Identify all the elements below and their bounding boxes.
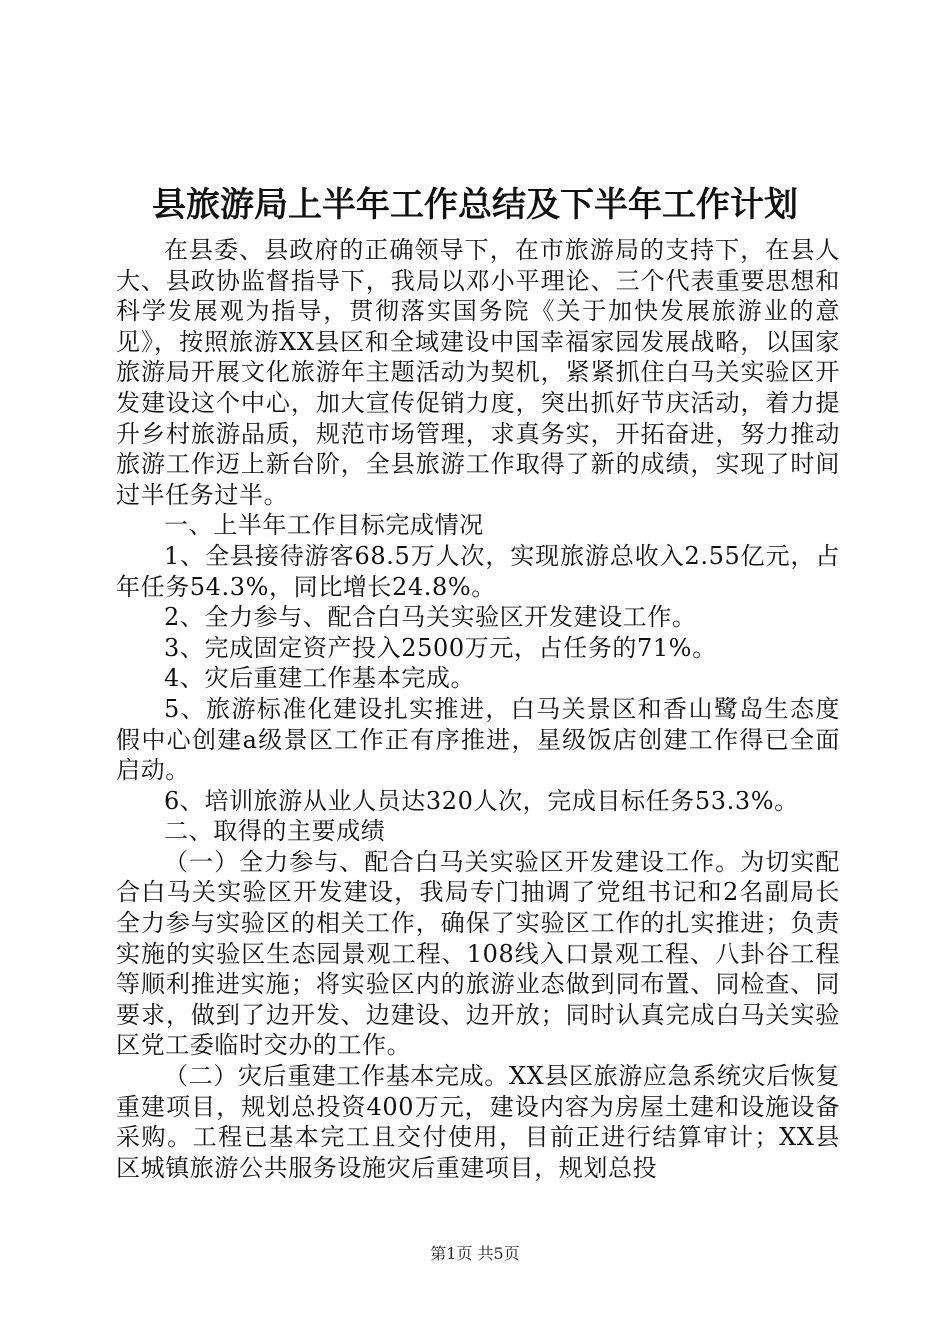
intro-paragraph: 在县委、县政府的正确领导下，在市旅游局的支持下，在县人大、县政协监督指导下，我局以邓小平理论、三个代表重要思想和科学发展观为指导，贯彻落实国务院《关于加快发展旅游业的意见》，按照旅游XX县区和全域建设中国幸福家园发展战略，以国家旅游局开展文化旅游年主题活动为契机，紧紧抓住白马关实验区开发建设这个中心，加大宣传促销力度，突出抓好节庆活动，着力提升乡村旅游品质，规范市场管理，求真务实，开拓奋进，努力推动旅游工作迈上新台阶，全县旅游工作取得了新的成绩，实现了时间过半任务过半。 [116,236,840,509]
section-heading-1: 一、上半年工作目标完成情况 [164,511,484,540]
achievement-paragraph-2: （二）灾后重建工作基本完成。XX县区旅游应急系统灾后恢复重建项目，规划总投资400万元，建设内容为房屋土建和设施设备采购。工程已基本完工且交付使用，目前正进行结算审计；XX县区城镇旅游公共服务设施灾后重建项目，规划总投 [116,1062,840,1182]
list-item-5: 5、旅游标准化建设扎实推进，白马关景区和香山鹭岛生态度假中心创建a级景区工作正有序推进，星级饭店创建工作得已全面启动。 [116,694,840,785]
page-footer: 第1页 共5页 [430,1244,520,1263]
list-item-3: 3、完成固定资产投入2500万元，占任务的71%。 [164,633,717,662]
list-item-6: 6、培训旅游从业人员达320人次，完成目标任务53.3%。 [164,786,799,815]
section-heading-2: 二、取得的主要成绩 [164,817,386,846]
list-item-2: 2、全力参与、配合白马关实验区开发建设工作。 [164,603,697,632]
list-item-1: 1、全县接待游客68.5万人次，实现旅游总收入2.55亿元，占年任务54.3%，同比增长24.8%。 [116,541,840,601]
list-item-4: 4、灾后重建工作基本完成。 [164,664,476,693]
document-title: 县旅游局上半年工作总结及下半年工作计划 [152,185,798,225]
document-body [116,235,840,1183]
achievement-paragraph-1: （一）全力参与、配合白马关实验区开发建设工作。为切实配合白马关实验区开发建设，我局专门抽调了党组书记和2名副局长全力参与实验区的相关工作，确保了实验区工作的扎实推进；负责实施的实验区生态园景观工程、108线入口景观工程、八卦谷工程等顺利推进实施；将实验区内的旅游业态做到同布置、同检查、同要求，做到了边开发、边建设、边开放；同时认真完成白马关实验区党工委临时交办的工作。 [116,847,840,1060]
